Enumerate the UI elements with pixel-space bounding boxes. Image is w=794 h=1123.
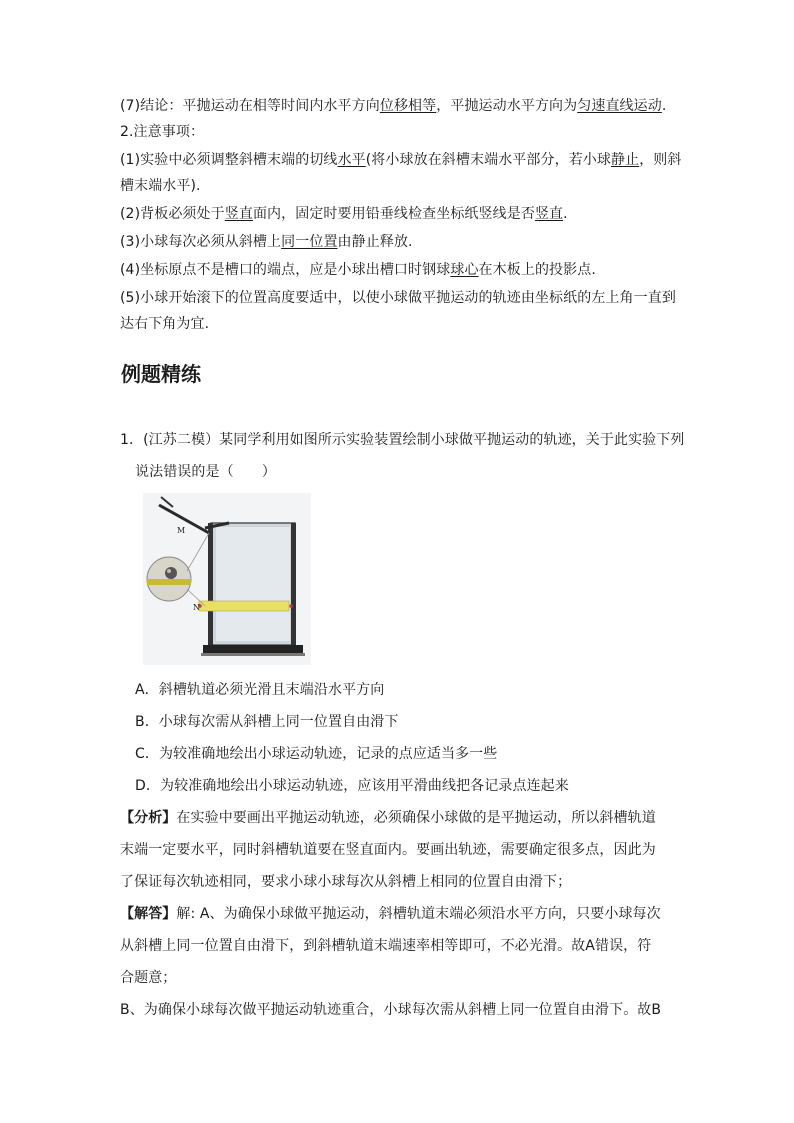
answer-line-3: 合题意； bbox=[120, 970, 177, 986]
note-5-cont: 达右下角为宜. bbox=[120, 316, 210, 332]
label-n: N bbox=[193, 603, 200, 612]
underlined-answer: 匀速直线运动 bbox=[577, 98, 662, 114]
underlined-answer: 竖直 bbox=[534, 206, 564, 222]
underlined-answer: 球心 bbox=[450, 262, 479, 278]
underlined-answer: 位移相等 bbox=[379, 98, 437, 114]
text: 在木板上的投影点. bbox=[478, 262, 596, 278]
text: ，则斜 bbox=[639, 152, 682, 168]
note-1-line bbox=[120, 150, 682, 170]
option-d: D．为较准确地绘出小球运动轨迹，应该用平滑曲线把各记录点连起来 bbox=[135, 778, 569, 794]
text: (将小球放在斜槽末端水平部分，若小球 bbox=[365, 152, 611, 168]
note-4-line bbox=[120, 260, 596, 280]
note-3-line bbox=[120, 232, 413, 252]
analysis-line-2: 末端一定要水平，同时斜槽轨道要在竖直面内。要画出轨迹，需要确定很多点，因此为 bbox=[120, 842, 656, 858]
underlined-answer: 水平 bbox=[337, 152, 366, 168]
text: ，平抛运动水平方向为 bbox=[436, 98, 578, 114]
text: . bbox=[661, 98, 667, 114]
text: . bbox=[563, 206, 568, 222]
option-b: B．小球每次需从斜槽上同一位置自由滑下 bbox=[135, 714, 399, 730]
text: (2)背板必须处于 bbox=[120, 206, 225, 222]
question-stem-cont: 说法错误的是（ ） bbox=[135, 464, 276, 480]
question-stem: 1．(江苏二模）某同学利用如图所示实验装置绘制小球做平抛运动的轨迹，关于此实验下列 bbox=[120, 432, 685, 448]
section-title: 例题精练 bbox=[121, 362, 201, 386]
answer-line-2: 从斜槽上同一位置自由滑下，到斜槽轨道末端速率相等即可，不必光滑。故A错误，符 bbox=[120, 938, 652, 954]
note-1-cont: 槽末端水平). bbox=[120, 178, 201, 194]
text: (7)结论：平抛运动在相等时间内水平方向 bbox=[120, 98, 380, 114]
notes-heading: 2.注意事项： bbox=[120, 124, 205, 140]
text: 在实验中要画出平抛运动轨迹，必须确保小球做的是平抛运动，所以斜槽轨道 bbox=[176, 810, 656, 826]
answer-tag: 【解答】 bbox=[120, 906, 177, 922]
text: 解: A、为确保小球做平抛运动，斜槽轨道末端必须沿水平方向，只要小球每次 bbox=[176, 906, 661, 922]
experiment-figure bbox=[143, 493, 311, 665]
answer-line-1 bbox=[120, 904, 661, 924]
note-5-line: (5)小球开始滚下的位置高度要适中，以使小球做平抛运动的轨迹由坐标纸的左上角一直到 bbox=[120, 290, 676, 306]
option-c: C．为较准确地绘出小球运动轨迹，记录的点应适当多一些 bbox=[135, 746, 498, 762]
underlined-answer: 静止 bbox=[611, 152, 640, 168]
analysis-tag: 【分析】 bbox=[120, 810, 177, 826]
text: 由静止释放. bbox=[337, 234, 413, 250]
underlined-answer: 竖直 bbox=[224, 206, 253, 222]
conclusion-line bbox=[120, 96, 666, 116]
text: 面内，固定时要用铅垂线检查坐标纸竖线是否 bbox=[252, 206, 535, 222]
underlined-answer: 同一位置 bbox=[281, 234, 338, 250]
note-2-line bbox=[120, 204, 568, 224]
analysis-line-3: 了保证每次轨迹相同，要求小球小球每次从斜槽上相同的位置自由滑下； bbox=[120, 874, 572, 890]
text: (1)实验中必须调整斜槽末端的切线 bbox=[120, 152, 338, 168]
text: (4)坐标原点不是槽口的端点，应是小球出槽口时钢球 bbox=[120, 262, 451, 278]
label-m: M bbox=[177, 526, 186, 535]
apparatus-illustration bbox=[143, 493, 311, 665]
analysis-line-1 bbox=[120, 808, 656, 828]
option-a: A．斜槽轨道必须光滑且末端沿水平方向 bbox=[135, 682, 385, 698]
answer-line-4: B、为确保小球每次做平抛运动轨迹重合，小球每次需从斜槽上同一位置自由滑下。故B bbox=[120, 1002, 662, 1018]
text: (3)小球每次必须从斜槽上 bbox=[120, 234, 282, 250]
